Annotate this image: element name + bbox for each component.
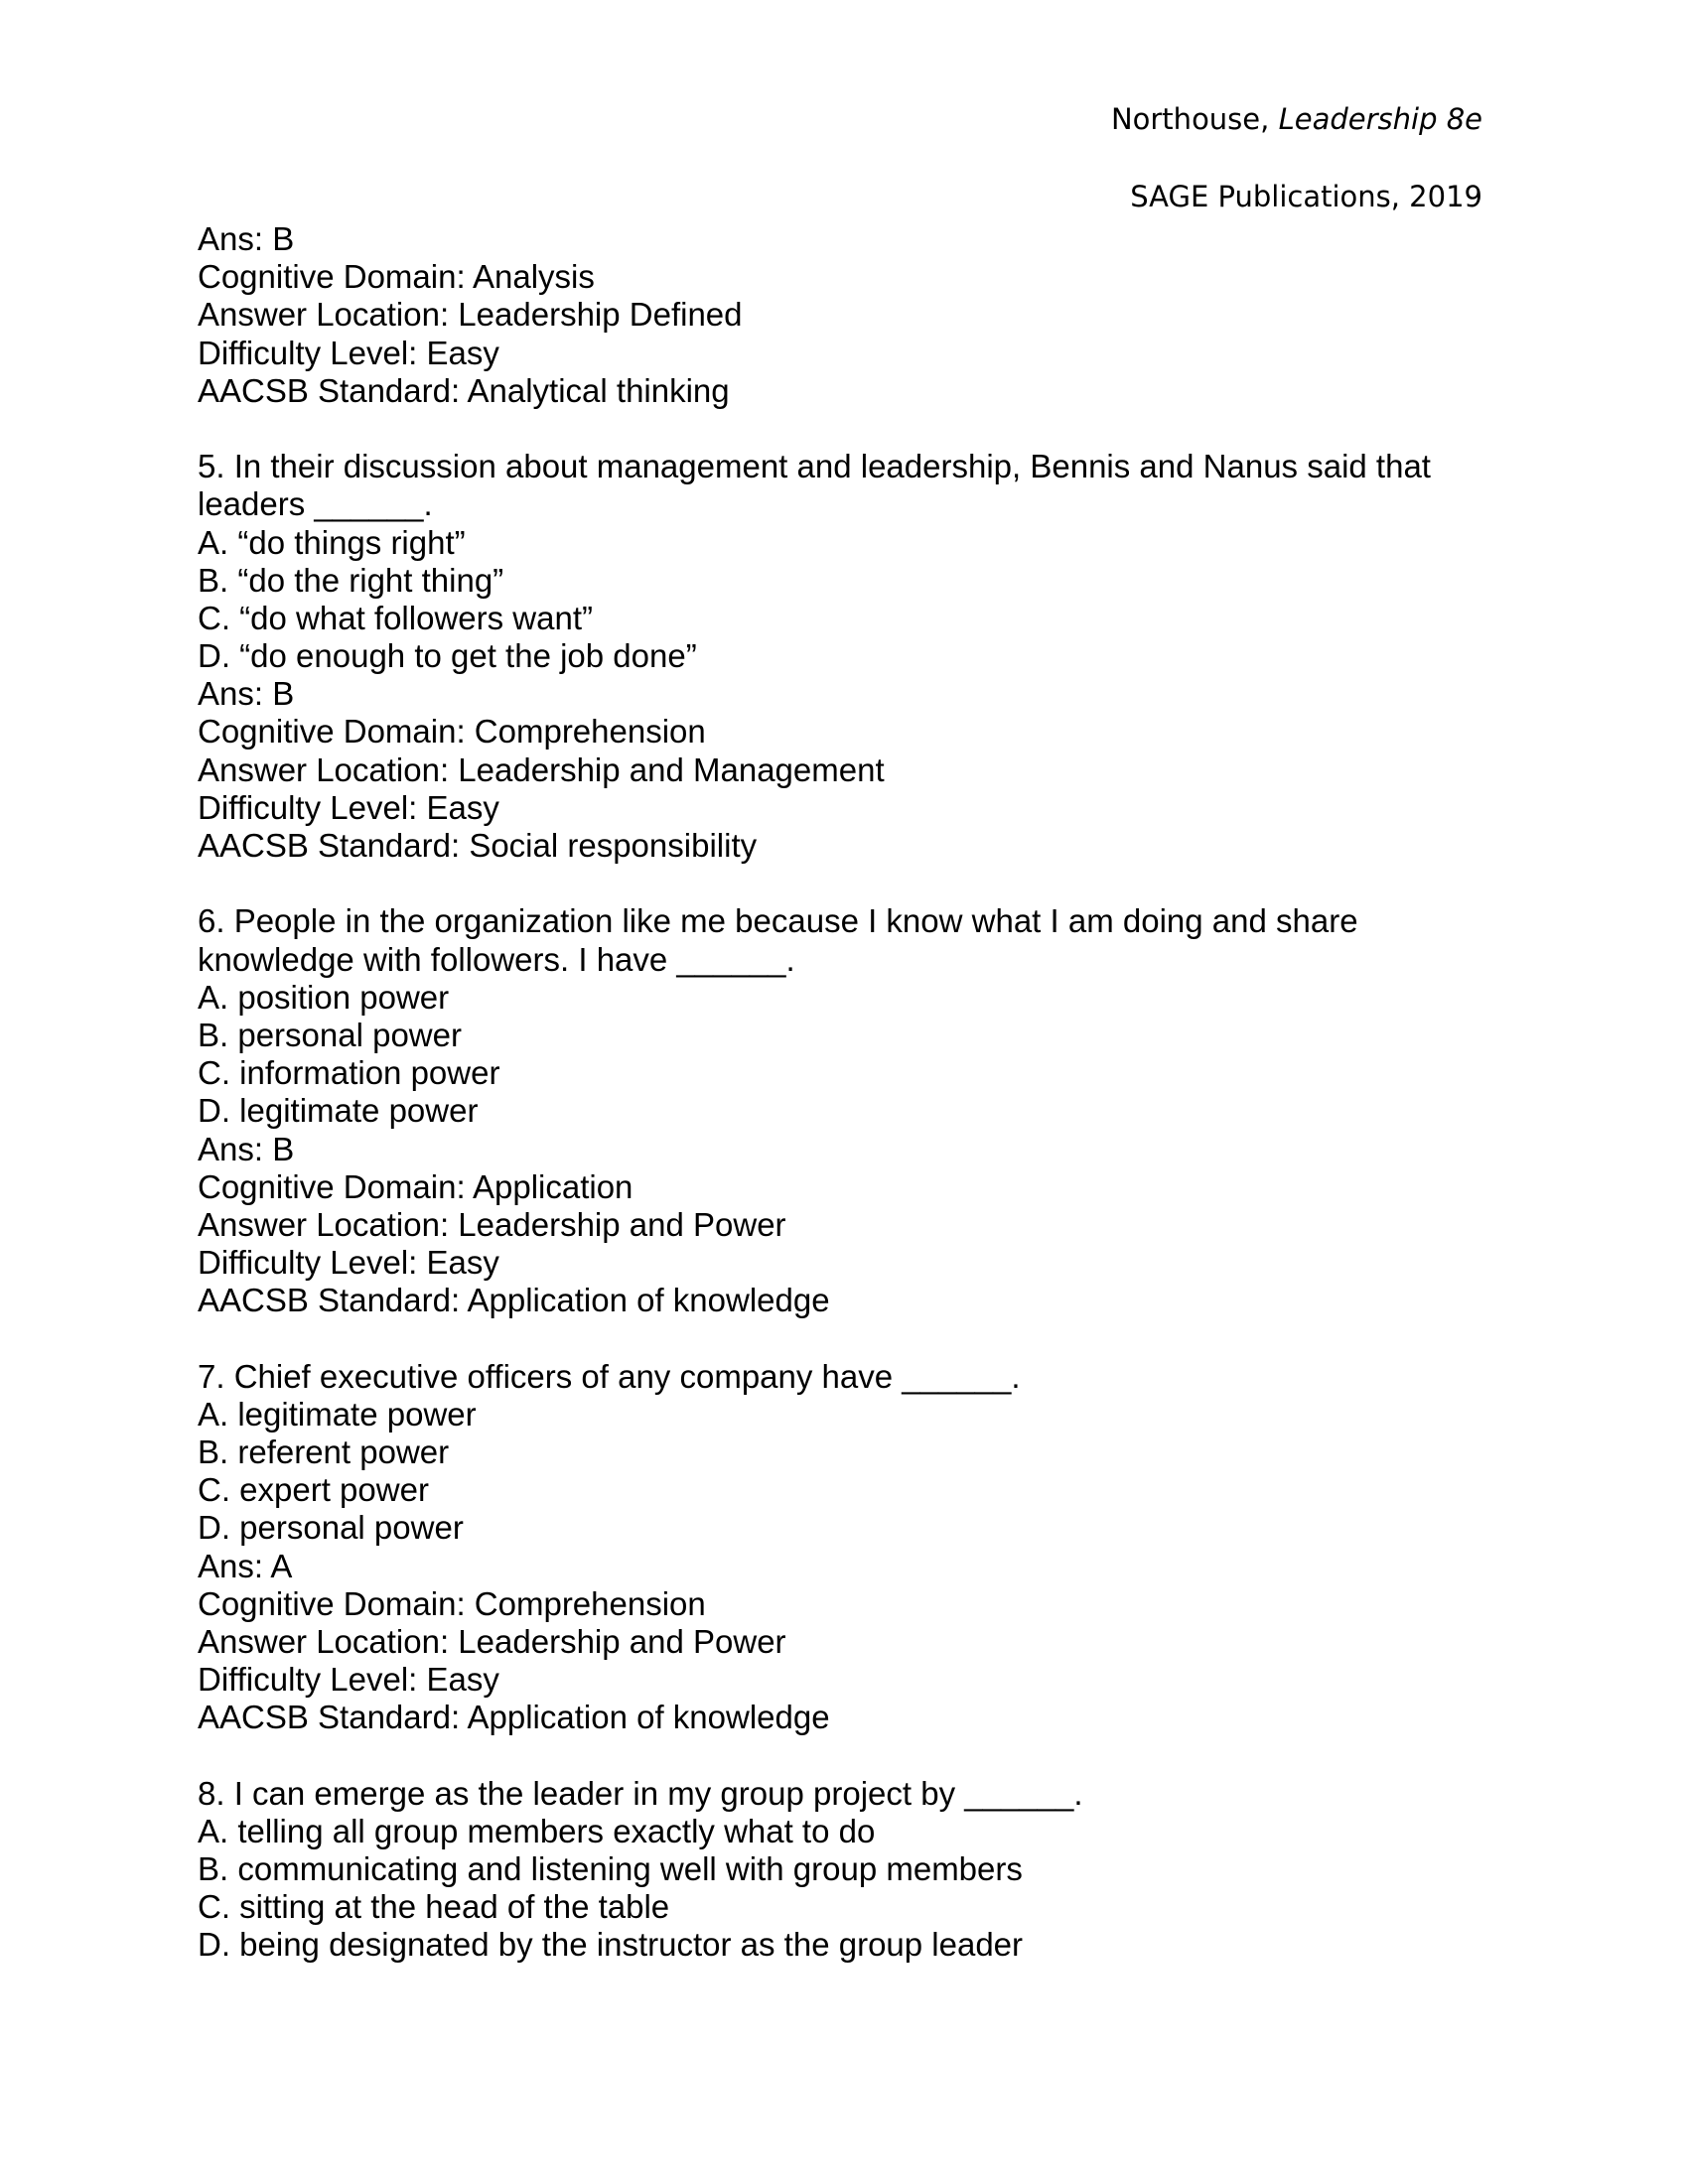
cognitive-domain: Cognitive Domain: Application (198, 1167, 633, 1205)
question-5 (198, 448, 1488, 865)
option-a: A. position power (198, 978, 450, 1016)
question-stem: leaders ______. (198, 485, 433, 523)
question-8 (198, 1775, 1488, 1965)
option-c: C. “do what followers want” (198, 599, 593, 636)
option-b: B. communicating and listening well with group members (198, 1850, 1023, 1888)
option-c: C. expert power (198, 1471, 429, 1509)
difficulty-level: Difficulty Level: Easy (198, 1661, 499, 1699)
answer-location: Answer Location: Leadership and Power (198, 1622, 786, 1660)
header-book-line (1111, 99, 1482, 139)
question-7 (198, 1358, 1488, 1737)
aacsb-standard: AACSB Standard: Application of knowledge (198, 1699, 830, 1736)
answer-key: Ans: B (198, 1130, 295, 1167)
question-6 (198, 902, 1488, 1319)
aacsb-standard: AACSB Standard: Analytical thinking (198, 371, 730, 409)
answer-key: Ans: A (198, 1547, 293, 1584)
aacsb-standard: AACSB Standard: Social responsibility (198, 827, 758, 864)
question-stem: 5. In their discussion about management and leadership, Bennis and Nanus said that (198, 448, 1431, 485)
difficulty-level: Difficulty Level: Easy (198, 788, 499, 826)
difficulty-level: Difficulty Level: Easy (198, 334, 499, 371)
option-c: C. information power (198, 1054, 500, 1092)
question-metadata-4 (198, 220, 1488, 410)
difficulty-level: Difficulty Level: Easy (198, 1244, 499, 1282)
question-stem: 7. Chief executive officers of any company have ______. (198, 1357, 1021, 1395)
document-body (198, 220, 1488, 1965)
option-b: B. referent power (198, 1433, 450, 1470)
question-stem: 8. I can emerge as the leader in my group project by ______. (198, 1774, 1083, 1812)
question-stem: 6. People in the organization like me because I know what I am doing and share (198, 902, 1358, 940)
cognitive-domain: Cognitive Domain: Comprehension (198, 713, 706, 751)
page-header (1111, 99, 1482, 216)
option-d: D. legitimate power (198, 1092, 479, 1130)
option-b: B. “do the right thing” (198, 561, 504, 599)
option-d: D. “do enough to get the job done” (198, 637, 697, 675)
answer-key: Ans: B (198, 220, 295, 257)
answer-location: Answer Location: Leadership and Management (198, 751, 885, 788)
option-a: A. legitimate power (198, 1395, 477, 1433)
question-stem: knowledge with followers. I have ______. (198, 940, 795, 978)
answer-location: Answer Location: Leadership Defined (198, 296, 743, 334)
answer-key: Ans: B (198, 675, 295, 713)
cognitive-domain: Cognitive Domain: Comprehension (198, 1584, 706, 1622)
cognitive-domain: Cognitive Domain: Analysis (198, 258, 595, 296)
header-author: Northouse, (1110, 102, 1279, 136)
aacsb-standard: AACSB Standard: Application of knowledge (198, 1282, 830, 1319)
option-c: C. sitting at the head of the table (198, 1888, 670, 1926)
option-d: D. personal power (198, 1509, 464, 1547)
option-d: D. being designated by the instructor as the group leader (198, 1926, 1024, 1964)
header-title: Leadership 8e (1278, 102, 1482, 136)
answer-location: Answer Location: Leadership and Power (198, 1205, 786, 1243)
option-a: A. “do things right” (198, 523, 466, 561)
header-publisher: SAGE Publications, 2019 (1130, 180, 1482, 213)
option-a: A. telling all group members exactly what to do (198, 1812, 876, 1849)
option-b: B. personal power (198, 1016, 462, 1053)
